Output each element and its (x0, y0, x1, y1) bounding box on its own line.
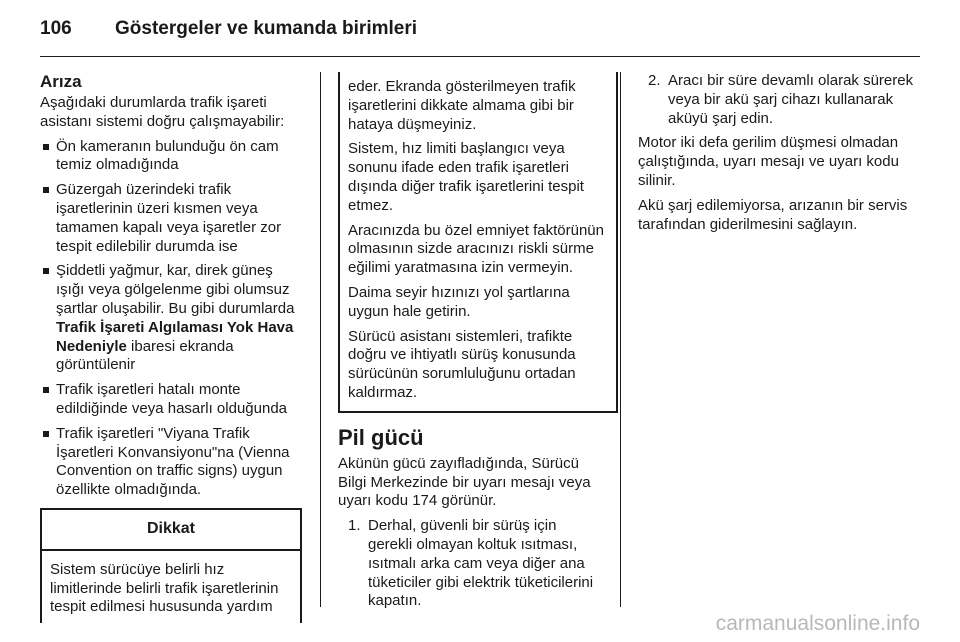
bullet-square-icon (43, 187, 49, 193)
warning-paragraph: Sürücü asistanı sistemleri, trafikte doğru ve ihtiyatlı sürüş konusunda sürücünün sorumluluğunu ortadan kaldırmaz. (348, 327, 576, 401)
pil-gucu-steps (338, 517, 602, 611)
column-1 (40, 72, 302, 623)
page-number: 106 (40, 18, 72, 39)
paragraph: Akü şarj edilemiyorsa, arızanın bir servis tarafından giderilmesini sağlayın. (638, 196, 908, 233)
dikkat-body: Sistem sürücüye belirli hız limitlerinde belirli trafik işaretlerinin tespit edilmesi hususunda yardım (50, 560, 279, 616)
column-divider-2 (620, 72, 621, 607)
ariza-intro: Aşağıdaki durumlarda trafik işareti asistanı sistemi doğru çalışmayabilir: (40, 94, 285, 130)
column-2 (338, 72, 602, 617)
header-divider (40, 56, 920, 57)
dikkat-warning-box (40, 508, 302, 623)
list-item: 2. Aracı bir süre devamlı olarak sürerek veya bir akü şarj cihazı kullanarak aküyü şarj edin. (648, 72, 914, 127)
list-item: Şiddetli yağmur, kar, direk güneş ışığı veya gölgelenme gibi olumsuz şartlar oluşabilir. Bu gibi durumlarda Trafik İşareti Algılaması Yok Hava Nedeniyle ibaresi ekranda görüntülenir (40, 262, 302, 375)
watermark: carmanualsonline.info (715, 612, 920, 635)
pil-gucu-intro: Akünün gücü zayıfladığında, Sürücü Bilgi Merkezinde bir uyarı mesajı veya uyarı kodu 174 görünür. (338, 454, 591, 510)
warning-paragraph: eder. Ekranda gösterilmeyen trafik işaretlerini dikkate almama gibi bir hataya düşmeyiniz. (348, 78, 576, 133)
column-3 (638, 72, 920, 240)
section-title-ariza: Arıza (40, 72, 82, 91)
list-item: 1. Derhal, güvenli bir sürüş için gerekli olmayan koltuk ısıtması, ısıtmalı arka cam veya diğer ana tüketiciler gibi elektrik tüketicilerini kapatın. (348, 517, 594, 610)
paragraph: Motor iki defa gerilim düşmesi olmadan çalıştığında, uyarı mesajı ve uyarı kodu silinir. (638, 134, 899, 189)
display-message-text: Trafik İşareti Algılaması Yok Hava Nedeniyle (56, 318, 294, 355)
ariza-bullet-list (40, 138, 302, 500)
list-item: Ön kameranın bulunduğu ön cam temiz olmadığında (40, 138, 302, 176)
bullet-square-icon (43, 268, 49, 274)
list-item: Trafik işaretleri "Viyana Trafik İşaretleri Konvansiyonu"na (Vienna Convention on traffic signs) uygun özellikte olmadığında. (40, 425, 302, 500)
warning-continuation-box (338, 72, 618, 413)
section-title-pil-gucu: Pil gücü (338, 424, 424, 450)
page-header (40, 18, 920, 52)
column-divider-1 (320, 72, 321, 607)
pil-gucu-steps-continued (638, 72, 920, 128)
bullet-square-icon (43, 431, 49, 437)
warning-paragraph: Aracınızda bu özel emniyet faktörünün olmasının sizde aracınızı riskli sürme eğilimi yaratmasına izin vermeyin. (348, 221, 604, 277)
list-item: Güzergah üzerindeki trafik işaretlerinin üzeri kısmen veya tamamen kapalı veya işaretler zor tespit edilebilir durumda ise (40, 181, 302, 256)
warning-paragraph: Daima seyir hızınızı yol şartlarına uygun hale getirin. (348, 283, 570, 320)
list-item: Trafik işaretleri hatalı monte edildiğinde veya hasarlı olduğunda (40, 381, 302, 419)
warning-paragraph: Sistem, hız limiti başlangıcı veya sonunu ifade eden trafik işaretleri dışında diğer trafik işaretlerini tespit etmez. (348, 140, 584, 214)
bullet-square-icon (43, 144, 49, 150)
dikkat-title: Dikkat (42, 510, 300, 551)
chapter-title: Göstergeler ve kumanda birimleri (115, 18, 418, 39)
bullet-square-icon (43, 387, 49, 393)
